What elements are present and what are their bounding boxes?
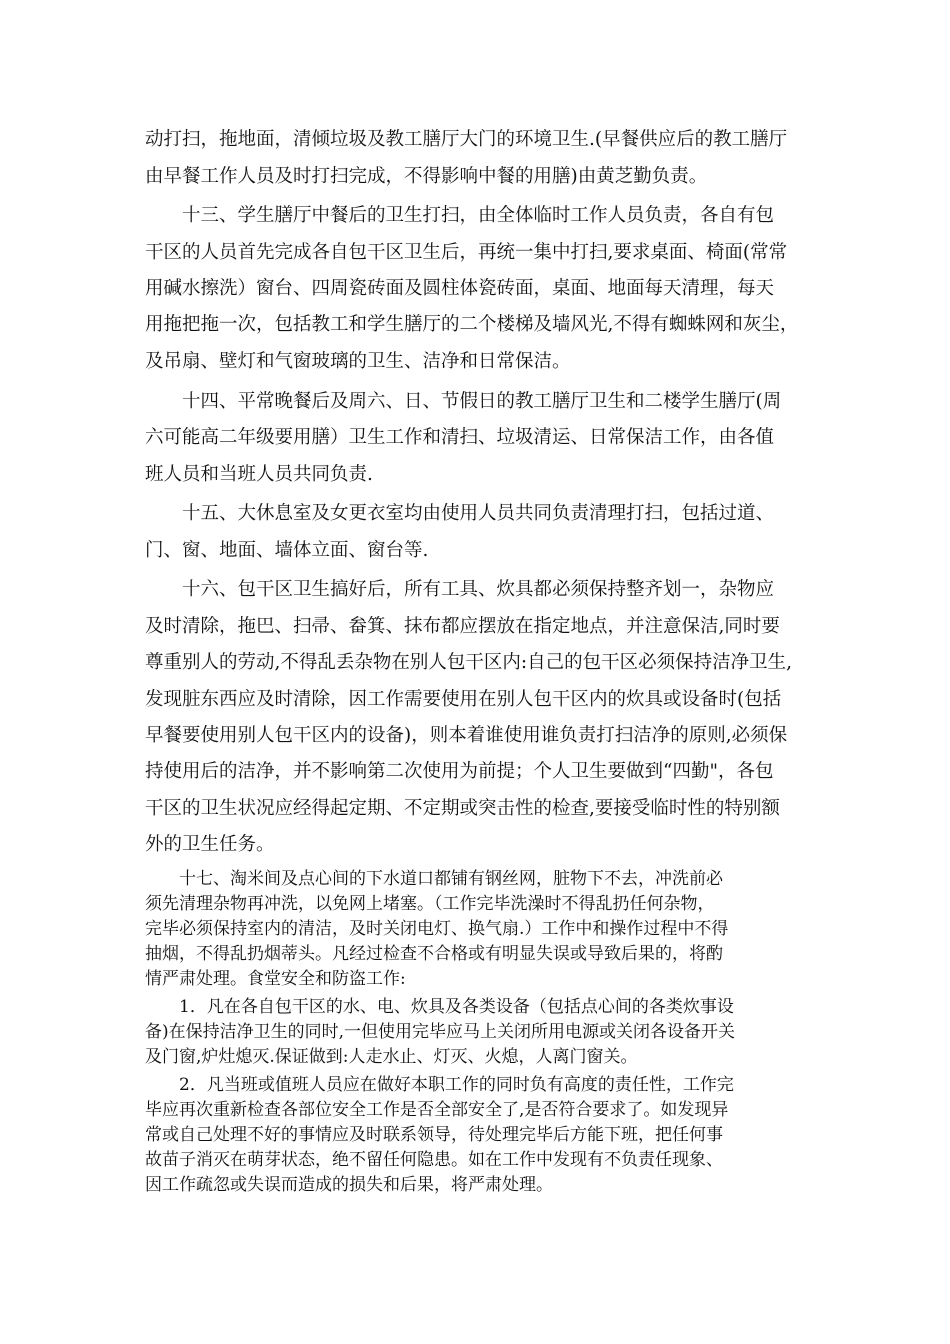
text-line: 用拖把拖一次，包括教工和学生膳厅的二个楼梯及墙风光,不得有蜘蛛网和灰尘，	[145, 314, 799, 335]
text-line: 及吊扇、壁灯和气窗玻璃的卫生、洁净和日常保洁。	[145, 351, 571, 372]
text-line: 尊重别人的劳动,不得乱丢杂物在别人包干区内:自己的包干区必须保持洁净卫生,	[145, 652, 792, 673]
text-line: 干区的卫生状况应经得起定期、不定期或突击性的检查,要接受临时性的特别额	[145, 798, 780, 819]
text-line: 外的卫生任务。	[145, 834, 275, 855]
text-line: 抽烟，不得乱扔烟蒂头。凡经过检查不合格或有明显失误或导致后果的，将酌	[145, 944, 723, 964]
text-line: 故苗子消灭在萌芽状态，绝不留任何隐患。如在工作中发现有不负责任现象、	[145, 1150, 723, 1170]
text-line: 须先清理杂物再冲洗，以免网上堵塞。（工作完毕洗澡时不得乱扔任何杂物，	[145, 894, 715, 914]
text-line: 班人员和当班人员共同负责.	[145, 464, 373, 485]
text-line: 用碱水擦洗）窗台、四周瓷砖面及圆柱体瓷砖面，桌面、地面每天清理，每天	[145, 278, 775, 299]
text-line: 常或自己处理不好的事情应及时联系领导，待处理完毕后方能下班，把任何事	[145, 1125, 723, 1145]
text-line: 由早餐工作人员及时打扫完成，不得影响中餐的用膳)由黄芝勤负责。	[145, 166, 708, 187]
text-line: 2．凡当班或值班人员应在做好本职工作的同时负有高度的责任性，工作完	[179, 1075, 734, 1095]
text-line: 十五、大休息室及女更衣室均由使用人员共同负责清理打扫，包括过道、	[182, 503, 775, 524]
text-line: 及门窗,炉灶熄灭.保证做到:人走水止、灯灭、火熄，人离门窗关。	[145, 1047, 638, 1067]
text-line: 及时清除，拖巴、扫帚、畚箕、抹布都应摆放在指定地点，并注意保洁,同时要	[145, 616, 780, 637]
text-line: 十六、包干区卫生搞好后，所有工具、炊具都必须保持整齐划一，杂物应	[182, 579, 775, 600]
text-line: 完毕必须保持室内的清洁，及时关闭电灯、换气扇.）工作中和操作过程中不得	[145, 919, 729, 939]
text-line: 因工作疏忽或失误而造成的损失和后果，将严肃处理。	[145, 1175, 553, 1195]
text-line: 动打扫，拖地面，清倾垃圾及教工膳厅大门的环境卫生.(早餐供应后的教工膳厅	[145, 129, 788, 150]
text-line: 十四、平常晚餐后及周六、日、节假日的教工膳厅卫生和二楼学生膳厅(周	[182, 391, 782, 412]
text-line: 情严肃处理。食堂安全和防盗工作:	[145, 969, 406, 989]
text-line: 十七、淘米间及点心间的下水道口都铺有钢丝网，脏物下不去，冲洗前必	[179, 869, 723, 889]
text-line: 发现脏东西应及时清除，因工作需要使用在别人包干区内的炊具或设备时(包括	[145, 689, 782, 710]
text-line: 毕应再次重新检查各部位安全工作是否全部安全了,是否符合要求了。如发现异	[145, 1100, 729, 1120]
text-line: 门、窗、地面、墙体立面、窗台等.	[145, 540, 429, 561]
text-line: 持使用后的洁净，并不影响第二次使用为前提；个人卫生要做到“四勤"，各包	[145, 761, 774, 782]
text-line: 早餐要使用别人包干区内的设备)，则本着谁使用谁负责打扫洁净的原则,必须保	[145, 725, 788, 746]
text-line: 1．凡在各自包干区的水、电、炊具及各类设备（包括点心间的各类炊事设	[179, 997, 734, 1017]
text-line: 六可能高二年级要用膳）卫生工作和清扫、垃圾清运、日常保洁工作，由各值	[145, 427, 775, 448]
text-line: 备)在保持洁净卫生的同时,一但使用完毕应马上关闭所用电源或关闭各设备开关	[145, 1022, 736, 1042]
text-line: 十三、学生膳厅中餐后的卫生打扫，由全体临时工作人员负责，各自有包	[182, 205, 775, 226]
text-line: 干区的人员首先完成各自包干区卫生后，再统一集中打扫,要求桌面、椅面(常常	[145, 242, 788, 263]
